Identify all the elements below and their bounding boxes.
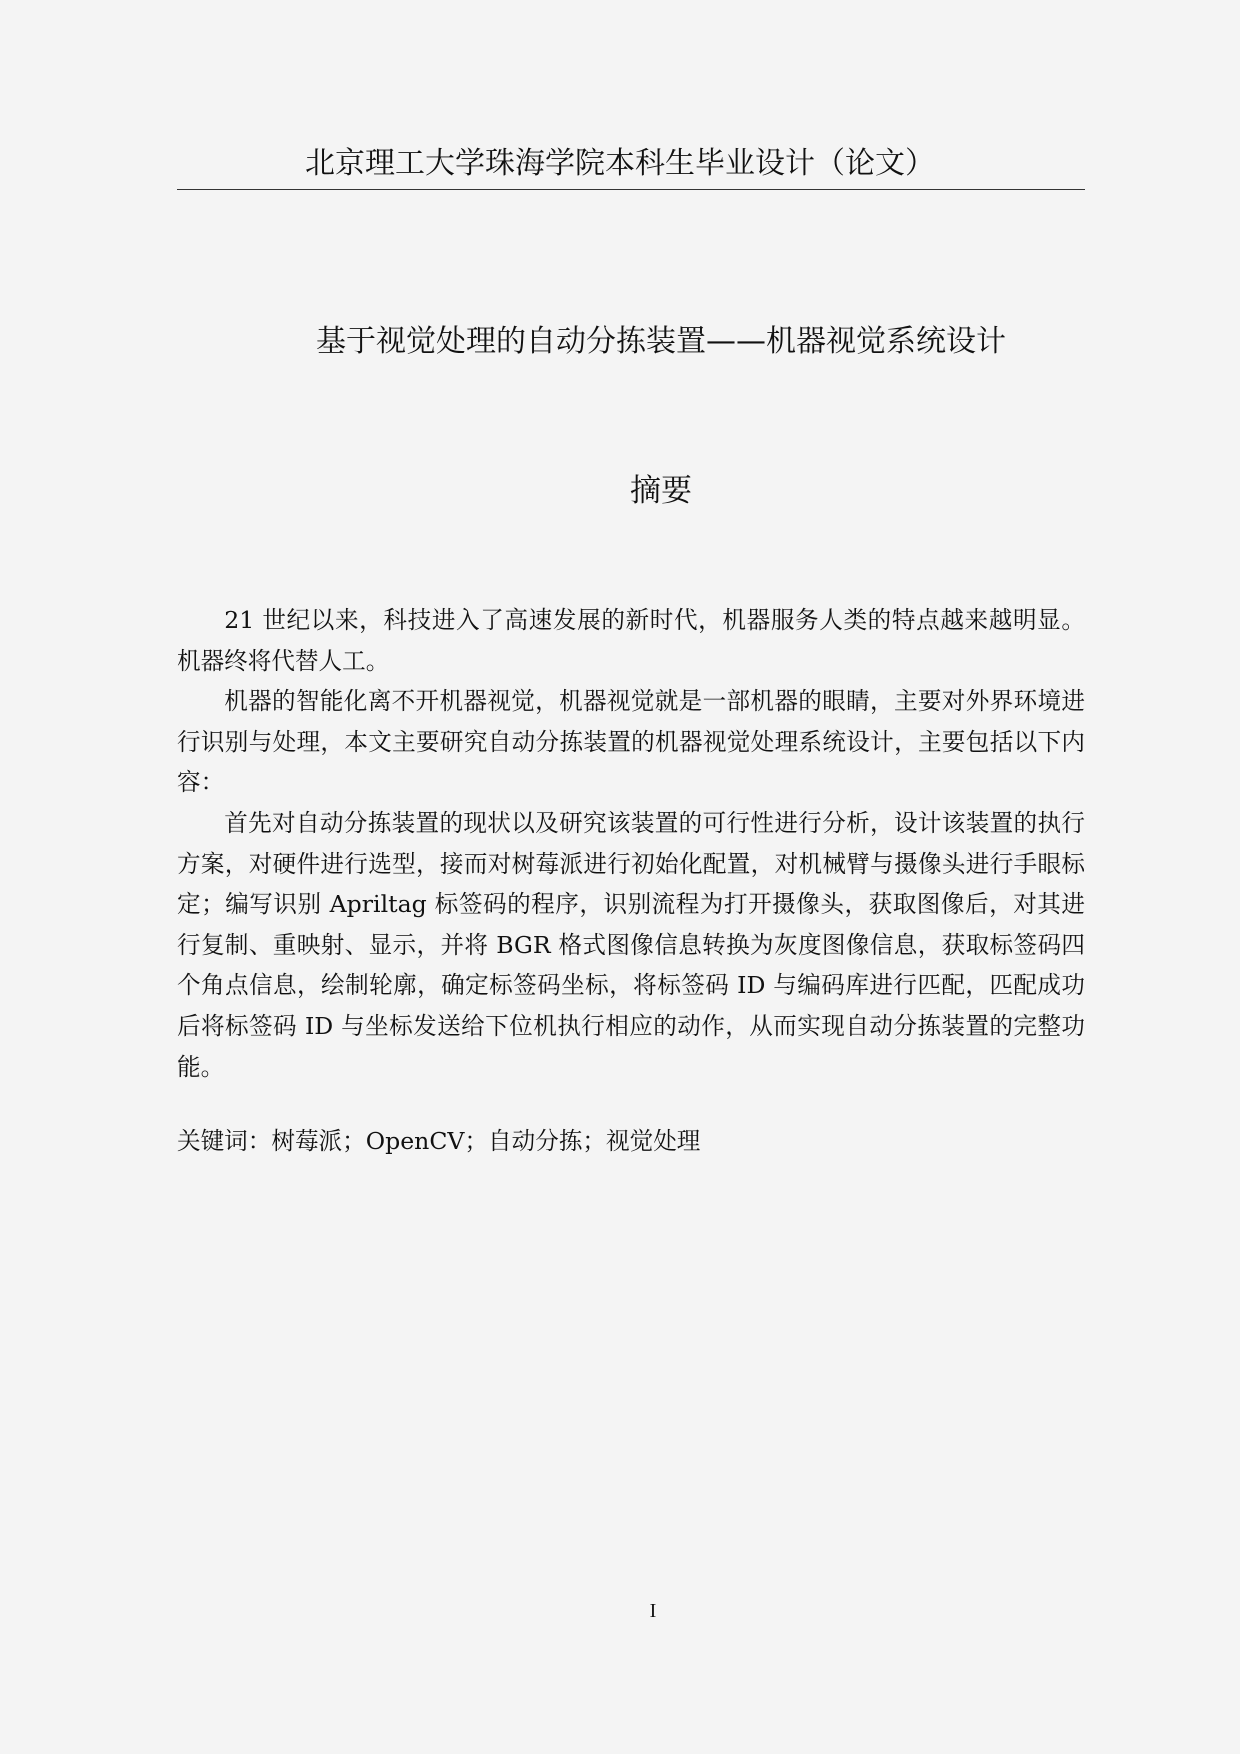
abstract-heading: 摘要 [630,473,692,509]
keywords: 关键词：树莓派；OpenCV；自动分拣；视觉处理 [177,1127,701,1155]
header-rule [177,189,1085,190]
paragraph: 机器的智能化离不开机器视觉，机器视觉就是一部机器的眼睛，主要对外界环境进行识别与处理，本文主要研究自动分拣装置的机器视觉处理系统设计，主要包括以下内容： [177,687,1085,797]
thesis-title: 基于视觉处理的自动分拣装置——机器视觉系统设计 [316,324,1006,359]
paragraph: 21 世纪以来，科技进入了高速发展的新时代，机器服务人类的特点越来越明显。机器终将代替人工。 [177,606,1085,675]
page-number: I [649,1600,657,1622]
running-header: 北京理工大学珠海学院本科生毕业设计（论文） [305,146,935,181]
paragraph: 首先对自动分拣装置的现状以及研究该装置的可行性进行分析，设计该装置的执行方案，对硬件进行选型，接而对树莓派进行初始化配置，对机械臂与摄像头进行手眼标定；编写识别 Apriltag 标签码的程序，识别流程为打开摄像头，获取图像后，对其进行复制、重映射、显示，并将 BGR 格式图像信息转换为灰度图像信息，获取标签码四个角点信息，绘制轮廓，确定标签码坐标，将标签码 ID 与编码库进行匹配，匹配成功后将标签码 ID 与坐标发送给下位机执行相应的动作，从而实现自动分拣装置的完整功能。 [177,808,1085,1081]
abstract-body [177,600,1085,1087]
